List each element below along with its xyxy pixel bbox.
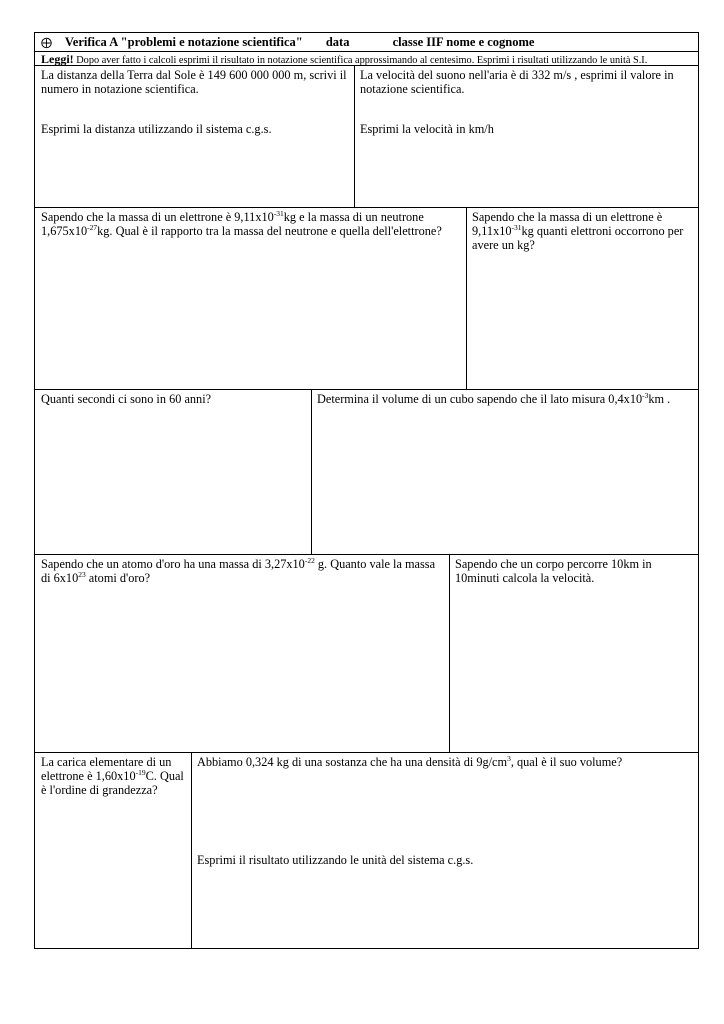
question-5-text: Quanti secondi ci sono in 60 anni? bbox=[41, 392, 212, 406]
question-3-text-c: kg. Qual è il rapporto tra la massa del neutrone e quella dell'elettrone? bbox=[97, 224, 442, 238]
question-1-text: La distanza della Terra dal Sole è 149 600 000 000 m, scrivi il numero in notazione scientifica. bbox=[41, 68, 347, 96]
question-2-text: La velocità del suono nell'aria è di 332 m/s , esprimi il valore in notazione scientifica. bbox=[360, 68, 674, 96]
student-name-label: nome e cognome bbox=[446, 35, 535, 49]
header-row bbox=[35, 33, 698, 51]
question-3-text-a: Sapendo che la massa di un elettrone è 9,11x10 bbox=[41, 210, 274, 224]
question-10-subtext: Esprimi il risultato utilizzando le unità del sistema c.g.s. bbox=[197, 853, 474, 867]
question-8-text: Sapendo che un corpo percorre 10km in 10minuti calcola la velocità. bbox=[455, 557, 652, 585]
question-10-text-a: Abbiamo 0,324 kg di una sostanza che ha una densità di 9g/cm bbox=[197, 755, 508, 769]
question-row-1 bbox=[35, 66, 698, 207]
question-5-cell bbox=[35, 390, 311, 554]
question-7-cell bbox=[35, 555, 449, 752]
class-label: classe IIF bbox=[392, 35, 444, 49]
question-7-text-a: Sapendo che un atomo d'oro ha una massa di 3,27x10 bbox=[41, 557, 305, 571]
question-3-text-b: kg e la massa di un neutrone 1,675x10 bbox=[41, 210, 424, 238]
question-6-text-a: Determina il volume di un cubo sapendo che il lato misura 0,4x10 bbox=[317, 392, 643, 406]
question-8-cell bbox=[449, 555, 698, 752]
question-4-text-a: Sapendo che la massa di un elettrone è 9,11x10 bbox=[472, 210, 663, 238]
question-2-subtext: Esprimi la velocità in km/h bbox=[360, 122, 494, 136]
question-7-text-c: atomi d'oro? bbox=[85, 571, 151, 585]
question-4-text-b: kg quanti elettroni occorrono per avere un kg? bbox=[472, 224, 684, 252]
question-10-cell bbox=[191, 753, 698, 949]
leggi-label: Leggi! bbox=[41, 52, 74, 66]
question-3-cell bbox=[35, 208, 466, 389]
question-6-exp-a: -3 bbox=[642, 390, 649, 400]
move-cross-icon: ⨁ bbox=[41, 37, 52, 49]
question-row-4 bbox=[35, 555, 698, 752]
question-9-cell bbox=[35, 753, 191, 949]
instructions-text: Dopo aver fatto i calcoli esprimi il risultato in notazione scientifica approssimando al centesimo. Esprimi i risultati utilizzando le unità S.I. bbox=[76, 55, 648, 66]
question-2-cell bbox=[354, 66, 698, 207]
question-10-exp-a: 3 bbox=[507, 753, 511, 763]
question-7-text-b: g. Quanto vale la massa di 6x10 bbox=[41, 557, 436, 585]
question-7-exp-a: -22 bbox=[304, 555, 315, 565]
question-1-cell bbox=[35, 66, 354, 207]
question-9-text-b: C. Qual è l'ordine di grandezza? bbox=[41, 769, 184, 797]
question-3-exp-a: -31 bbox=[273, 208, 284, 218]
question-10-text-b: , qual è il suo volume? bbox=[510, 755, 623, 769]
question-3-exp-b: -27 bbox=[87, 222, 98, 232]
instructions-row bbox=[35, 52, 698, 66]
worksheet-title: Verifica A "problemi e notazione scientifica" bbox=[64, 35, 303, 49]
worksheet-table bbox=[34, 32, 699, 949]
question-4-cell bbox=[466, 208, 698, 389]
question-row-3 bbox=[35, 390, 698, 554]
question-7-exp-b: 23 bbox=[78, 569, 86, 579]
question-6-cell bbox=[311, 390, 698, 554]
question-9-text-a: La carica elementare di un elettrone è 1,60x10 bbox=[41, 755, 172, 783]
question-9-exp-a: -19 bbox=[135, 767, 146, 777]
question-4-exp-a: -31 bbox=[511, 222, 522, 232]
date-label: data bbox=[325, 35, 350, 49]
question-1-subtext: Esprimi la distanza utilizzando il sistema c.g.s. bbox=[41, 122, 272, 136]
question-row-5 bbox=[35, 753, 698, 949]
question-row-2 bbox=[35, 208, 698, 389]
question-6-text-b: km . bbox=[648, 392, 671, 406]
